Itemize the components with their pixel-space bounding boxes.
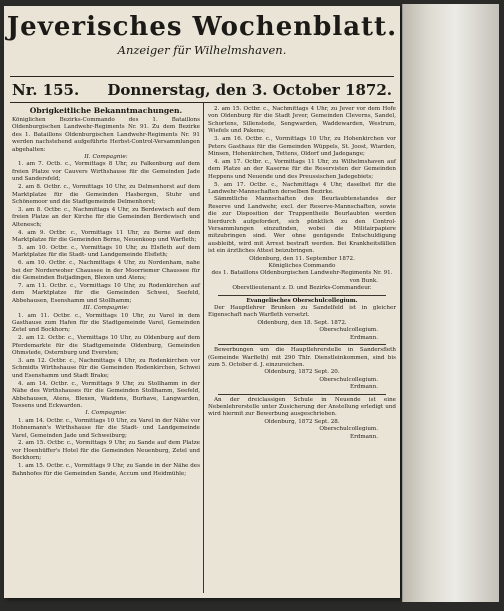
entry-item: 3. am 8. Octbr. c., Nachmittags 4 Uhr, zu Berdewisch auf dem freien Platze an der Kirche für die Gemeinden Berdewisch und Altenesch; bbox=[12, 206, 200, 228]
right-entry-list bbox=[208, 106, 396, 196]
entry-item: 3. am 16. Octbr. c., Vormittags 10 Uhr, zu Hohenkirchen vor Peters Gasthaus für die Gemeinden Wüppels, St. Joost, Wiarden, Minsen, Hohenkirchen, Tettens, Oldorf und Jadegange; bbox=[208, 136, 396, 157]
newspaper-page bbox=[4, 6, 400, 598]
application-notice-2: An der dreiclassigen Schule in Neuende ist eine Nebenlehrerstelle unter Zusicherung der Anstellung erledigt und wird hiermit zur Bewerbung ausgeschrieben. bbox=[208, 396, 396, 418]
company-2-list bbox=[12, 161, 200, 305]
issue-line bbox=[12, 81, 392, 99]
commando-signature-rank: Oberstlieutenant z. D. und Bezirks-Commandeur. bbox=[232, 285, 372, 292]
masthead bbox=[4, 6, 400, 57]
newspaper-title: Jeverisches Wochenblatt. bbox=[6, 12, 398, 42]
entry-item: 5. am 10. Octbr. c., Vormittags 10 Uhr, zu Elsfleth auf dem Marktplatze für die Stadt- und Landgemeinde Elsfleth; bbox=[12, 244, 200, 259]
entry-item: 6. am 10. Octbr. c., Nachmittags 4 Uhr, zu Nordenham, nahe bei der Norderwoher Chaussee in der Moorriemer Chaussee für die Gemeinden Butjadingen, Blexen und Atens; bbox=[12, 260, 200, 282]
issue-rule bbox=[10, 102, 394, 103]
book-spine bbox=[402, 4, 499, 602]
entry-item: 4. am 14. Octbr. c., Vormittags 9 Uhr, zu Stollhamm in der Nähe des Wirthshauses für die Gemeinden Stollhamm, Seefeld, Abbehausen, Atens, Blexen, Waddens, Burhave, Langwarden, Tossens und Eckwarden. bbox=[12, 380, 200, 409]
company-2-title: II. Compagnie: bbox=[84, 154, 128, 161]
entry-item: 1. am 11. Octbr. c., Vormittags 10 Uhr, zu Varel in dem Gasthause zum Hafen für die Stadtgemeinde Varel, Gemeinden Zetel und Bockhorn; bbox=[12, 312, 200, 334]
office-title: Evangelisches Oberschulcollegium. bbox=[246, 297, 358, 304]
left-column bbox=[12, 106, 200, 478]
entry-item: 3. am 12. Octbr. c., Nachmittags 4 Uhr, zu Rodenkirchen vor Schmidts Wirthshause für die Gemeinden Rodenkirchen, Schwei und Esenshamm und Stadt Brake; bbox=[12, 358, 200, 379]
right-column bbox=[208, 106, 396, 441]
masthead-rule bbox=[10, 76, 394, 77]
entry-item: 4. am 9. Octbr. c., Vormittags 11 Uhr, zu Berne auf dem Marktplatze für die Gemeinden Berne, Neuenkoop und Warfleth; bbox=[12, 229, 200, 243]
company-3-title: III. Compagnie: bbox=[83, 305, 129, 312]
newspaper-subtitle: Anzeiger für Wilhelmshaven. bbox=[117, 43, 287, 57]
entry-item: 7. am 11. Octbr. c., Vormittags 10 Uhr, zu Rodenkirchen auf dem Marktplatze für die Gemeinden Schwei, Seefeld, Abbehausen, Esenshamm und Stollhamm; bbox=[12, 282, 200, 304]
entry-item: 2. am 12. Octbr. c., Vormittags 10 Uhr, zu Oldenburg auf dem Pferdemarkte für die Stadtgemeinde Oldenburg, Gemeinden Ohmstede, Osternburg und Eversten; bbox=[12, 335, 200, 357]
company-1-list bbox=[12, 418, 200, 478]
entry-item: 1. am 7. Octb. c., Vormittags 8 Uhr, zu Falkenburg auf dem freien Platze vor Cauvers Wirthshause für die Gemeinden Jade und Sandersfeld; bbox=[12, 161, 200, 183]
column-divider bbox=[203, 103, 204, 593]
commando-signature-name: von Bunk. bbox=[349, 277, 378, 284]
entry-item: 5. am 17. Octbr. c., Nachmittags 4 Uhr, daselbst für die Landwehr-Mannschaften derselben Bezirke. bbox=[208, 181, 396, 195]
application-notice-1: Bewerbungen um die Hauptlehrerstelle in Sandersfleth (Gemeinde Warfleth) mit 290 Thlr. Dienstleinkommen, sind bis zum 5. October d. J. einzureichen. bbox=[208, 347, 396, 368]
separator bbox=[218, 344, 386, 345]
issue-number: Nr. 155. bbox=[12, 81, 80, 99]
entry-item: 4. am 17. Octbr. c., Vormittags 11 Uhr, zu Wilhelmshaven auf dem Platze an der Kaserne für die Reservisten der Gemeinden Heppens und Neuende und des Preussischen Jadegebiets; bbox=[208, 158, 396, 180]
company-3-list bbox=[12, 313, 200, 411]
application-date-1: Oldenburg, 1872 Sept. 20. bbox=[264, 369, 340, 376]
commando-signature-1: Königliches Commando bbox=[268, 263, 336, 270]
application-signature-1b: Erdmann. bbox=[350, 384, 378, 391]
entry-item: 2. am 15. Octbr. c., Vormittags 9 Uhr, zu Sande auf dem Platze vor Hoenhüffer's Hotel für die Gemeinden Neuenburg, Zetel und Bockhorn; bbox=[12, 440, 200, 462]
entry-item: 2. am 8. Octbr. c., Vormittags 10 Uhr, zu Delmenhorst auf dem Marktplatze für die Gemeinden Hasbergen, Stuhr und Schönemoor und die Stadtgemeinde Delmenhorst; bbox=[12, 184, 200, 205]
entry-item: 1. am 14. Octbr. c., Vormittags 10 Uhr, zu Varel in der Nähe vor Hohnemann's Wirthshause für die Stadt- und Landgemeinde Varel, Gemeinden Jade und Schweiburg; bbox=[12, 417, 200, 439]
separator bbox=[218, 295, 386, 296]
commando-signature-2: des 1. Bataillons Oldenburgischen Landwehr-Regiments Nr. 91. bbox=[211, 270, 393, 277]
vacancy-date: Oldenburg, den 18. Sept. 1872. bbox=[257, 319, 347, 326]
issue-date: Donnerstag, den 3. October 1872. bbox=[107, 81, 392, 99]
notice-paragraph: Sämmtliche Mannschaften des Beurlaubtenstandes der Reserve und Landwehr, excl. der Reserve-Mannschaften, sowie die zur Disposition der Truppentheile Beurlaubten werden hierdurch aufgefordert, sich pünktlich zu den Control-Versammlungen einzufinden, wobei die Militairpapiere mitzubringen sind. Wer ohne genügende Entschuldigung ausbleibt, wird mit Arrest bestraft werden. Bei Krankheitsfällen ist ein ärztliches Attest beizubringen. bbox=[208, 196, 396, 255]
notice-date: Oldenburg, den 11. September 1872. bbox=[249, 255, 355, 262]
section-title: Obrigkeitliche Bekanntmachungen. bbox=[29, 106, 183, 115]
vacancy-signature-2: Erdmann. bbox=[350, 334, 378, 341]
vacancy-signature-1: Oberschulcollegium. bbox=[319, 327, 378, 334]
application-signature-2a: Oberschulcollegium. bbox=[319, 426, 378, 433]
application-date-2: Oldenburg, 1872 Sept. 28. bbox=[264, 418, 340, 425]
application-signature-2b: Erdmann. bbox=[350, 433, 378, 440]
company-1-title: I. Compagnie: bbox=[85, 410, 127, 417]
entry-item: 1. am 15. Octbr. c., Vormittags 9 Uhr, zu Sande in der Nähe des Bahnhofes für die Gemeinden Sande, Accum und Heidmühle; bbox=[12, 463, 200, 477]
intro-paragraph: Königlichen Bezirks-Commando des 1. Bataillons Oldenburgischen Landwehr-Regiments Nr. 91. Zu dem Bezirke des 1. Bataillons Oldenburgischen Landwehr-Regiments Nr. 91 werden nachstehend aufgeführte Herbst-Control-Versammlungen abgehalten: bbox=[12, 117, 200, 153]
application-signature-1a: Oberschulcollegium. bbox=[319, 376, 378, 383]
entry-item: 2. am 15. Octbr. c., Nachmittags 4 Uhr, zu Jever vor dem Hofe von Oldenburg für die Stadt Jever, Gemeinden Cleverns, Sandel, Schortens, Sillenstede, Sengwarden, Waddewarden, Westrum, Wiefels und Pakens; bbox=[208, 106, 396, 135]
vacancy-notice: Der Hauptlehrer Brunken zu Sandelfeld ist in gleicher Eigenschaft nach Warfleth versetzt. bbox=[208, 305, 396, 319]
separator bbox=[218, 394, 386, 395]
